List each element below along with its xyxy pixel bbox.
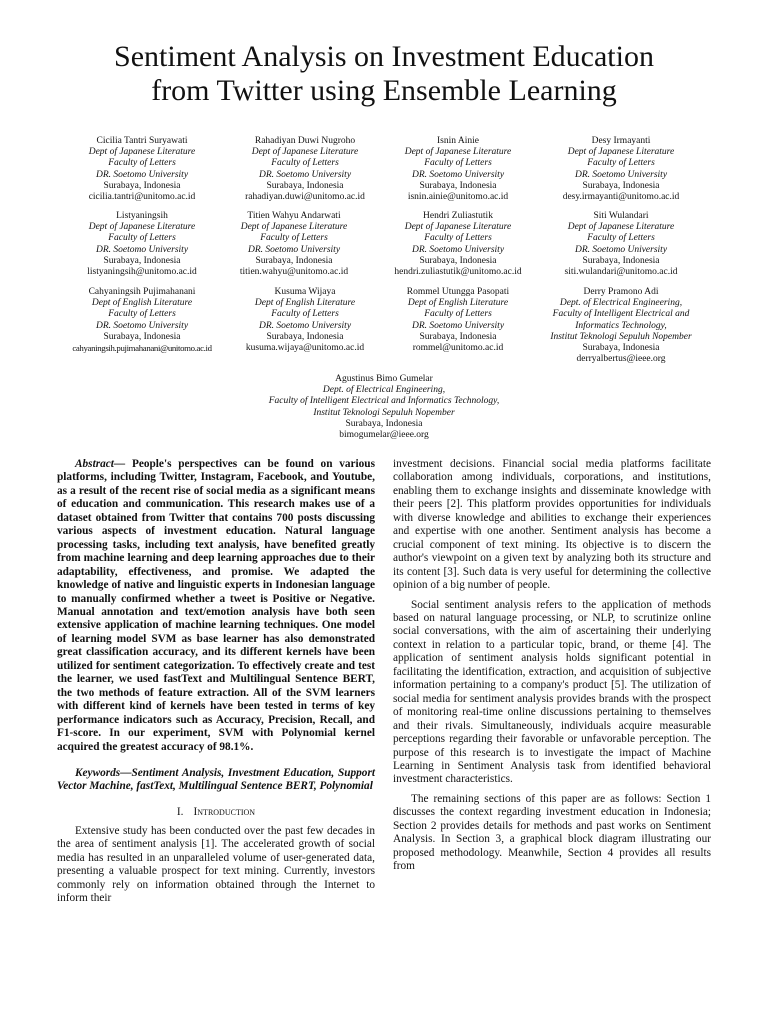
author-faculty: Faculty of Letters <box>108 158 176 169</box>
author-university: DR. Soetomo University <box>95 169 189 180</box>
author-faculty: Faculty of Letters <box>108 309 176 320</box>
author-institute: Institut Teknologi Sepuluh Nopember <box>550 331 692 342</box>
author-name: Cahyaningsih Pujimahanani <box>88 287 196 297</box>
author-city: Surabaya, Indonesia <box>266 331 344 342</box>
author-city: Surabaya, Indonesia <box>103 255 181 266</box>
author-block <box>220 287 390 354</box>
author-city: Surabaya, Indonesia <box>582 255 660 266</box>
section-number: I. <box>176 805 184 818</box>
author-university: DR. Soetomo University <box>258 169 352 180</box>
abstract-label: Abstract— <box>75 458 126 470</box>
author-dept: Dept of English Literature <box>91 298 193 309</box>
author-name: Kusuma Wijaya <box>274 287 336 297</box>
author-block <box>220 136 390 203</box>
author-university: Institut Teknologi Sepuluh Nopember <box>313 407 455 418</box>
author-city: Surabaya, Indonesia <box>419 180 497 191</box>
author-email[interactable]: hendri.zuliastutik@unitomo.ac.id <box>394 267 522 278</box>
author-block <box>536 287 706 365</box>
author-faculty: Faculty of Letters <box>260 233 328 244</box>
left-column <box>57 458 375 906</box>
intro-paragraph-1-continued: investment decisions. Financial social media platforms facilitate collaboration among individuals, corporations, and institutions, enabling them to exchange insights and disseminate knowledge with their peers [2]. This platform provides opportunities for individuals with diverse knowledge and abilities to exchange their experiences and expertise with one another. Sentiment analysis has become a crucial component of text mining. Its objective is to discern the author's viewpoint on a given text by analyzing both its structure and its content [3]. Such data is very useful for determining the collective opinion of a big number of people. <box>393 458 711 592</box>
author-block <box>536 136 706 203</box>
author-email[interactable]: rommel@unitomo.ac.id <box>412 343 504 354</box>
author-dept: Dept of English Literature <box>407 298 509 309</box>
author-university: DR. Soetomo University <box>574 244 668 255</box>
intro-paragraph-2: Social sentiment analysis refers to the application of methods based on natural language processing, or NLP, to scrutinize online social conversations, with the aim of ascertaining their underlying context in relation to a particular topic, brand, or theme [4]. The application of sentiment analysis holds significant potential in facilitating the identification, extraction, and acquisition of subjective information pertaining to a company's product [5]. The utilization of social media for sentiment analysis provides brands with the prospect of monitoring real-time online discussions pertaining to themselves and their rivals. Simultaneously, individuals acquire measurable perceptions regarding their favorable or unfavorable perception. The purpose of this research is to investigate the impact of Machine Learning in Sentiment Analysis task from identified behavioral investment characteristics. <box>393 598 711 786</box>
author-city: Surabaya, Indonesia <box>266 180 344 191</box>
author-name: Cicilia Tantri Suryawati <box>96 136 188 146</box>
author-dept: Dept. of Electrical Engineering, <box>322 385 446 396</box>
author-dept: Dept of Japanese Literature <box>251 147 359 158</box>
author-block <box>373 211 543 278</box>
author-university: DR. Soetomo University <box>411 169 505 180</box>
author-name: Rahadiyan Duwi Nugroho <box>254 136 356 146</box>
author-block <box>57 136 227 203</box>
title-line-2: from Twitter using Ensemble Learning <box>151 74 617 107</box>
author-block <box>373 136 543 203</box>
author-university: DR. Soetomo University <box>574 169 668 180</box>
author-city: Surabaya, Indonesia <box>255 255 333 266</box>
author-city: Surabaya, Indonesia <box>582 343 660 354</box>
author-name: Titien Wahyu Andarwati <box>247 211 341 221</box>
author-email[interactable]: siti.wulandari@unitomo.ac.id <box>564 267 678 278</box>
author-university: DR. Soetomo University <box>411 244 505 255</box>
author-dept: Dept of Japanese Literature <box>88 147 196 158</box>
author-email[interactable]: isnin.ainie@unitomo.ac.id <box>407 192 509 203</box>
author-block <box>373 287 543 354</box>
author-dept: Dept of Japanese Literature <box>567 222 675 233</box>
author-faculty: Faculty of Letters <box>587 158 655 169</box>
author-dept: Dept of Japanese Literature <box>240 222 348 233</box>
author-faculty: Faculty of Letters <box>424 309 492 320</box>
author-name: Hendri Zuliastutik <box>423 211 493 221</box>
author-dept: Dept of Japanese Literature <box>88 222 196 233</box>
author-block <box>57 287 227 354</box>
title-line-1: Sentiment Analysis on Investment Education <box>114 40 654 73</box>
section-title-initial: I <box>193 805 198 818</box>
author-university: DR. Soetomo University <box>411 320 505 331</box>
author-email[interactable]: listyaningsih@unitomo.ac.id <box>87 267 197 278</box>
abstract-text: People's perspectives can be found on various platforms, including Twitter, Instagram, Facebook, and Youtube, as a result of the recent rise of social media as a significant means of education and communication. This research makes use of a dataset obtained from Twitter that contains 700 posts discussing various aspects of investment education. Natural language processing tasks, including text analysis, have benefited greatly from machine learning and deep learning approaches due to their adaptability, effectiveness, and promise. We adapted the knowledge of native and linguistic experts in Indonesian language to manually confirmed whether a tweet is Positive or Negative. Manual annotation and text/emotion analysis have both seen extensive application of machine learning techniques. One model of learning model SVM as base learner has also demonstrated great classification accuracy, and its different kernels have been utilized for sentiment categorization. To effectively create and test the learner, we used fastText and Multilingual Sentence BERT, the two methods of feature extraction. All of the SVM learners with different kind of kernels have been tested in terms of key performance indicators such as Accuracy, Precision, Recall, and F1-score. In our experiment, SVM with Polynomial kernel acquired the greatest accuracy of 98.1%. <box>57 458 375 753</box>
abstract <box>57 458 375 754</box>
author-city: Surabaya, Indonesia <box>103 331 181 342</box>
author-university: DR. Soetomo University <box>95 320 189 331</box>
author-faculty: Faculty of Letters <box>271 309 339 320</box>
author-block <box>219 374 549 441</box>
author-dept: Dept of Japanese Literature <box>567 147 675 158</box>
author-name: Agustinus Bimo Gumelar <box>335 374 433 384</box>
author-email[interactable]: bimogumelar@ieee.org <box>339 430 429 441</box>
author-email[interactable]: cahyaningsih.pujimahanani@unitomo.ac.id <box>72 343 212 354</box>
author-faculty: Faculty of Letters <box>587 233 655 244</box>
author-city: Surabaya, Indonesia <box>419 331 497 342</box>
section-heading-introduction <box>57 806 375 819</box>
author-name: Listyaningsih <box>116 211 168 221</box>
author-name: Isnin Ainie <box>437 136 479 146</box>
author-name: Rommel Utungga Pasopati <box>406 287 510 297</box>
author-email[interactable]: rahadiyan.duwi@unitomo.ac.id <box>245 192 365 203</box>
author-dept: Dept. of Electrical Engineering, <box>559 298 683 309</box>
author-name: Siti Wulandari <box>593 211 649 221</box>
author-email[interactable]: kusuma.wijaya@unitomo.ac.id <box>245 343 365 354</box>
author-email[interactable]: desy.irmayanti@unitomo.ac.id <box>562 192 680 203</box>
author-city: Surabaya, Indonesia <box>103 180 181 191</box>
author-faculty: Faculty of Intelligent Electrical and Informatics Technology, <box>268 396 500 407</box>
author-name: Desy Irmayanti <box>591 136 651 146</box>
author-block <box>209 211 379 278</box>
author-faculty: Faculty of Letters <box>271 158 339 169</box>
author-university: DR. Soetomo University <box>258 320 352 331</box>
author-dept: Dept of Japanese Literature <box>404 222 512 233</box>
author-dept: Dept of Japanese Literature <box>404 147 512 158</box>
author-city: Surabaya, Indonesia <box>419 255 497 266</box>
right-column <box>393 458 711 874</box>
intro-paragraph-3: The remaining sections of this paper are as follows: Section 1 discusses the context regarding investment education in Indonesia; Section 2 provides details for methods and past works on Sentiment Analysis. In Section 3, a graphical block diagram illustrating our proposed methodology. Meanwhile, Section 4 provides all results from <box>393 792 711 873</box>
author-faculty: Faculty of Letters <box>424 158 492 169</box>
author-email[interactable]: cicilia.tantri@unitomo.ac.id <box>88 192 196 203</box>
author-block <box>57 211 227 278</box>
author-faculty: Faculty of Letters <box>424 233 492 244</box>
author-name: Derry Pramono Adi <box>583 287 659 297</box>
author-city: Surabaya, Indonesia <box>582 180 660 191</box>
author-block <box>536 211 706 278</box>
author-dept: Dept of English Literature <box>254 298 356 309</box>
intro-paragraph-1: Extensive study has been conducted over the past few decades in the area of sentiment analysis [1]. The accelerated growth of social media has resulted in an unparalleled volume of user-generated data, presenting a valuable prospect for text mining. Currently, investors commonly rely on information obtained through the Internet to inform their <box>57 824 375 905</box>
author-city: Surabaya, Indonesia <box>345 418 423 429</box>
author-email[interactable]: titien.wahyu@unitomo.ac.id <box>239 267 349 278</box>
author-university: Informatics Technology, <box>575 320 667 331</box>
author-university: DR. Soetomo University <box>247 244 341 255</box>
author-email[interactable]: derryalbertus@ieee.org <box>576 354 666 365</box>
author-faculty: Faculty of Letters <box>108 233 176 244</box>
keywords: Keywords—Sentiment Analysis, Investment Education, Support Vector Machine, fastText, Multilingual Sentence BERT, Polynomial <box>57 766 375 793</box>
author-university: DR. Soetomo University <box>95 244 189 255</box>
paper-title <box>60 40 708 108</box>
section-title-rest: ntroduction <box>197 805 256 818</box>
author-faculty: Faculty of Intelligent Electrical and <box>552 309 690 320</box>
